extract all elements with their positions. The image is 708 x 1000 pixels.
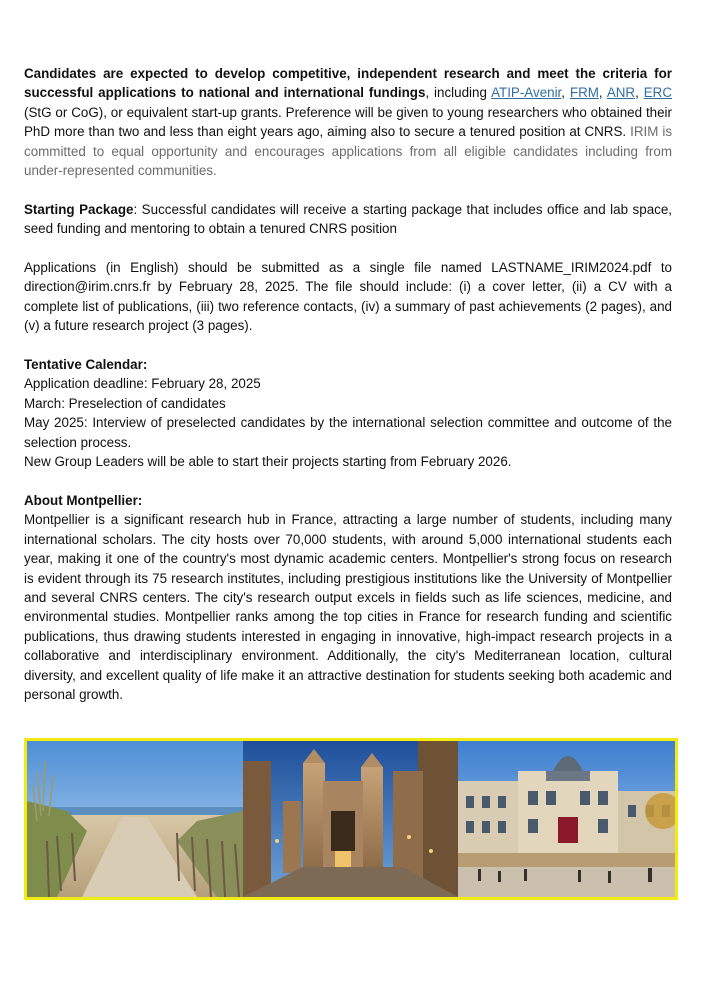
intro-paragraph [24,64,672,180]
montpellier-photo-strip [24,738,678,900]
link-separator: , [561,85,570,101]
equal-opportunity-statement: IRIM is committed to equal opportunity and encourages applications from all eligible candidates including from under-represented communities. [24,124,673,179]
link-separator: , [598,85,607,101]
link-anr[interactable]: ANR [606,85,636,101]
about-heading: About Montpellier: [24,492,143,508]
about-text: Montpellier is a significant research hub in France, attracting a large number of students, including many international scholars. The city hosts over 70,000 students, with around 5,000 international students each year, making it one of the country's most dynamic academic centers. Montpellier's strong focus on research is evident through its 75 research institutes, including prestigious institutions like the University of Montpellier and several CNRS centers. The city's research output excels in fields such as life sciences, medicine, and environmental studies. Montpellier ranks among the top cities in France for research funding and scientific publications, thus drawing students interested in engaging in innovative, high-impact research projects in a collaborative and interdisciplinary environment. Additionally, the city's Mediterranean location, cultural diversity, and excellent quality of life make it an attractive destination for students seeking both academic and personal growth. [24,512,672,702]
calendar-heading: Tentative Calendar: [24,357,148,373]
beach-boardwalk-photo [27,741,243,897]
applications-paragraph: Applications (in English) should be submitted as a single file named LASTNAME_IRIM2024.pdf to direction@irim.cnrs.fr by February 28, 2025. The file should include: (i) a cover letter, (ii) a CV with a complete list of publications, (iii) two reference contacts, (iv) a summary of past achievements (2 pages), and (v) a future research project (3 pages). [24,260,672,334]
calendar-line-start: New Group Leaders will be able to start their projects starting from February 2026. [24,454,512,470]
starting-package-text: : Successful candidates will receive a starting package that includes office and lab space, seed funding and mentoring to obtain a tenured CNRS position [24,201,672,237]
intro-bold-lead: Candidates are expected to develop competitive, independent research and meet the criteria for successful applications to national and international fundings [24,66,672,101]
link-erc[interactable]: ERC [643,85,672,101]
link-separator: , [635,85,644,101]
intro-including: , including [425,85,492,101]
starting-package-paragraph [24,200,672,239]
document-body [24,64,672,704]
starting-package-label: Starting Package [24,201,134,217]
calendar-line-march: March: Preselection of candidates [24,395,226,411]
calendar-line-deadline: Application deadline: February 28, 2025 [24,376,261,392]
city-square-photo [458,741,675,897]
link-frm[interactable]: FRM [569,85,599,101]
intro-rest: (StG or CoG), or equivalent start-up grants. Preference will be given to young researchers who obtained their PhD more than two and less than eight years ago, aiming also to secure a tenured position at CNRS. [24,104,672,140]
about-section [24,491,672,704]
calendar-line-may: May 2025: Interview of preselected candidates by the international selection committee and outcome of the selection process. [24,415,672,450]
calendar-section [24,355,672,471]
cathedral-photo [243,741,458,897]
link-atip-avenir[interactable]: ATIP-Avenir [491,85,562,101]
